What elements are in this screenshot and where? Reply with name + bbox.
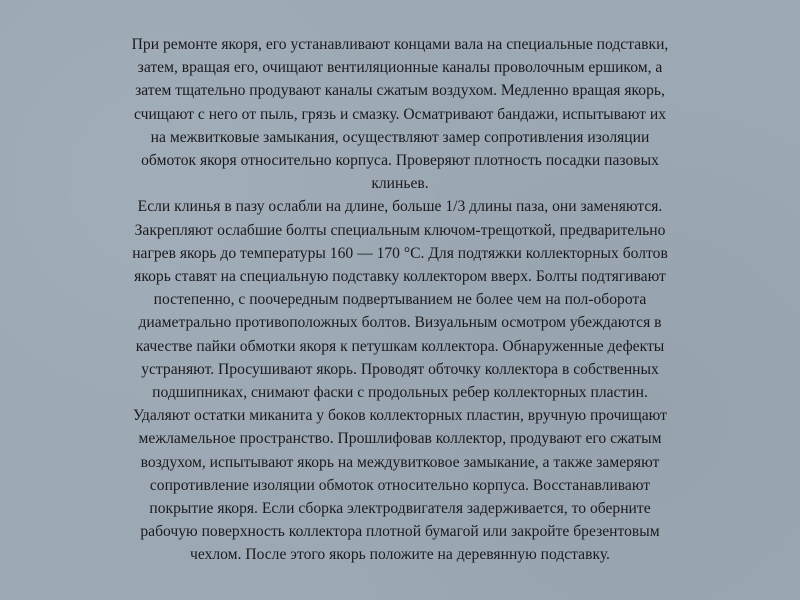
text-line: обмоток якоря относительно корпуса. Проверяют плотность посадки пазовых bbox=[141, 152, 659, 170]
text-line: устраняют. Просушивают якорь. Проводят обточку коллектора в собственных bbox=[141, 360, 659, 378]
text-line: покрытие якоря. Если сборка электродвигателя задерживается, то оберните bbox=[149, 500, 651, 518]
text-line: на межвитковые замыкания, осуществляют замер сопротивления изоляции bbox=[150, 128, 650, 146]
text-line: Если клинья в пазу ослабли на длине, больше 1/3 длины паза, они заменяются. bbox=[137, 198, 663, 216]
text-line: межламельное пространство. Прошлифовав коллектор, продувают его сжатым bbox=[138, 430, 662, 448]
text-line: воздухом, испытывают якорь на междувитковое замыкание, а также замеряют bbox=[140, 453, 660, 471]
text-line: постепенно, с поочередным подвертыванием не более чем на пол-оборота bbox=[153, 291, 647, 309]
text-line: При ремонте якоря, его устанавливают концами вала на специальные подставки, bbox=[131, 36, 669, 53]
slide-body-text bbox=[30, 33, 770, 567]
text-line: затем тщательно продувают каналы сжатым воздухом. Медленно вращая якорь, bbox=[135, 82, 665, 100]
text-line: чехлом. После этого якорь положите на деревянную подставку. bbox=[190, 546, 610, 564]
text-line: счищают с него от пыль, грязь и смазку. Осматривают бандажи, испытывают их bbox=[134, 105, 666, 123]
text-line: Закрепляют ослабшие болты специальным ключом-трещоткой, предварительно bbox=[134, 221, 666, 239]
text-line: затем, вращая его, очищают вентиляционные каналы проволочным ершиком, а bbox=[137, 59, 663, 77]
text-line: якорь ставят на специальную подставку коллектором вверх. Болты подтягивают bbox=[134, 268, 666, 286]
text-line: нагрев якорь до температуры 160 — 170 °С. Для подтяжки коллекторных болтов bbox=[132, 244, 668, 262]
text-line: качестве пайки обмотки якоря к петушкам коллектора. Обнаруженные дефекты bbox=[135, 337, 665, 355]
text-line: рабочую поверхность коллектора плотной бумагой или закройте брезентовым bbox=[140, 523, 660, 541]
text-line: подшипниках, снимают фаски с продольных ребер коллекторных пластин. bbox=[152, 384, 648, 402]
text-line: диаметрально противоположных болтов. Визуальным осмотром убеждаются в bbox=[138, 314, 662, 332]
text-line: Удаляют остатки миканита у боков коллекторных пластин, вручную прочищают bbox=[133, 407, 667, 425]
text-line: клиньев. bbox=[371, 175, 429, 193]
text-line: сопротивление изоляции обмоток относительно корпуса. Восстанавливают bbox=[149, 476, 651, 494]
